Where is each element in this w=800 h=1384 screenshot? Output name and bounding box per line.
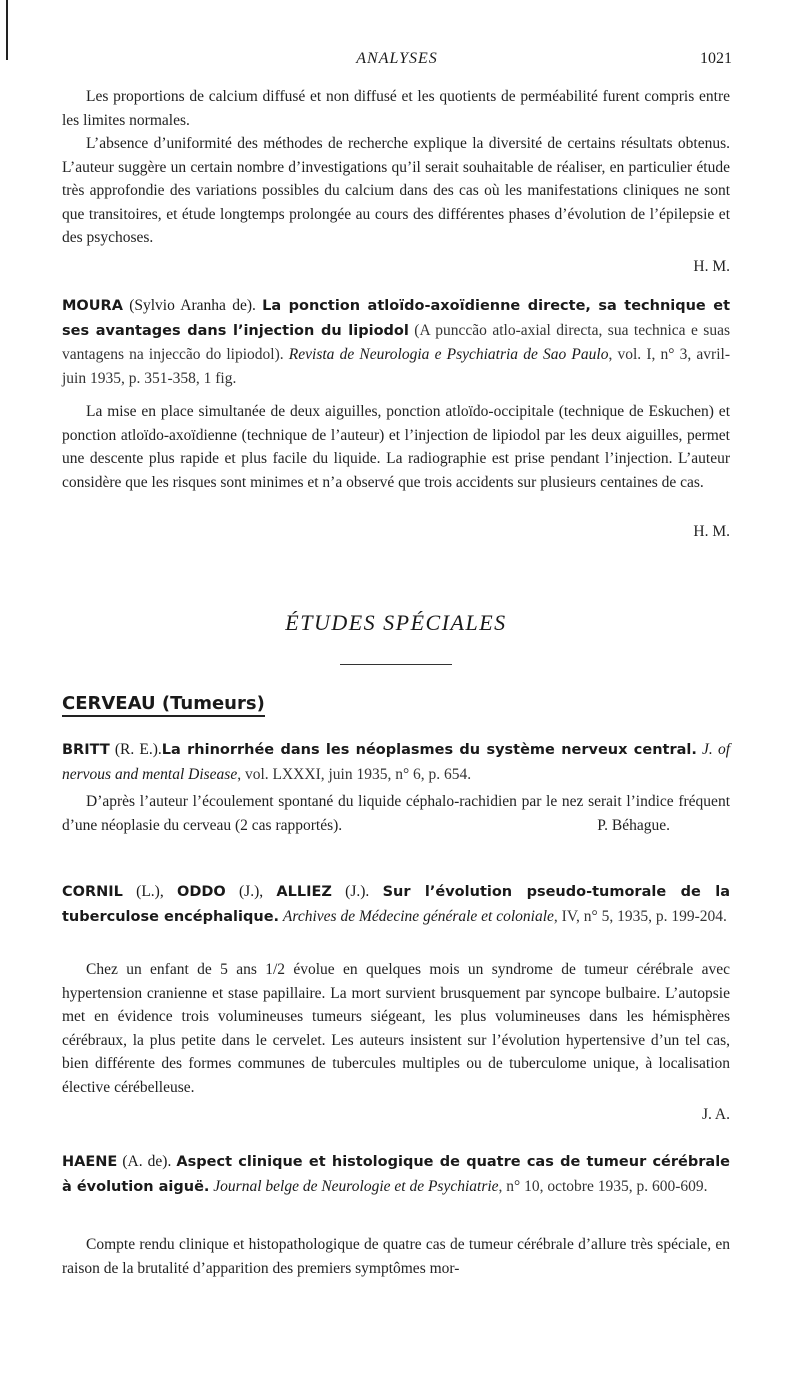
author-initials: (R. E.). [109,741,162,758]
abstract-paragraph: Les proportions de calcium diffusé et non diffusé et les quotients de perméabilité furent compris entre les limites normales. [62,88,730,129]
entry-haene [62,1150,730,1199]
journal-name: Archives de Médecine générale et coloniale [282,907,554,925]
translated-title: (A punccão atlo-axial directa, sua technica e suas vantagens na injeccão do lipiodol). [62,321,730,363]
article-title: Aspect clinique et histologique de quatre cas de tumeur cérébrale à évolution aiguë. [62,1154,730,1195]
author-name: ALLIEZ [276,884,332,900]
abstract-signature: J. A. [702,1106,730,1123]
abstract-signature: P. Béhague. [597,816,670,834]
author-initials: (J.). [331,883,383,900]
author-initials: (L.), [122,883,177,900]
page-edge-line [6,0,8,60]
entry-cornil [62,880,730,929]
abstract-signature: H. M. [693,258,730,275]
page-header [62,50,732,74]
section-divider [340,664,452,665]
abstract-paragraph: L’absence d’uniformité des méthodes de recherche explique la diversité de certains résultats obtenus. L’auteur suggère un certain nombre d’investigations qu’il serait souhaitable de réaliser, en particulier étude très approfondie des variations possibles du calcium dans des cas où les manifestations cliniques ne sont que transitoires, et étude longtemps prolongée au cours des différentes phases d’évolution de l’épilepsie et des psychoses. [62,135,730,246]
subsection-title: CERVEAU (Tumeurs) [62,693,265,717]
citation-reference: , IV, n° 5, 1935, p. 199-204. [553,907,727,925]
journal-name: J. of nervous and mental Disease [62,741,731,783]
abstract-paragraph: Compte rendu clinique et histopathologique de quatre cas de tumeur cérébrale d’allure très spéciale, en raison de la brutalité d’apparition des premiers symptômes mor- [62,1236,730,1277]
abstract-text: D’après l’auteur l’écoulement spontané du liquide céphalo-rachidien par le nez serait l’indice fréquent d’une néoplasie du cerveau (2 cas rapportés). [62,793,730,834]
article-title: La ponction atloïdo-axoïdienne directe, sa technique et ses avantages dans l’injection du lipiodol [62,298,730,339]
author-name: CORNIL [62,884,123,900]
article-title: Sur l’évolution pseudo-tumorale de la tuberculose encéphalique. [62,884,731,925]
citation-reference: , n° 10, octobre 1935, p. 600-609. [498,1177,708,1195]
journal-name: Revista de Neurologia e Psychiatria de Sao Paulo [288,346,609,363]
abstract-paragraph: Chez un enfant de 5 ans 1/2 évolue en quelques mois un syndrome de tumeur cérébrale avec hypertension cranienne et stase papillaire. La mort survient brusquement par syncope bulbaire. L’autopsie met en évidence trois volumineuses tumeurs siégeant, les plus volumineuses dans les hémisphères cérébraux, la plus petite dans le cervelet. Les auteurs insistent sur l’évolution hypertensive d’un tel cas, bien différente des formes communes de tubercules multiples ou de tuberculome unique, à localisation élective cérébelleuse. [62,961,730,1096]
author-name: HAENE [62,1154,118,1170]
entry-moura [62,294,730,390]
citation-reference: , vol. LXXXI, juin 1935, n° 6, p. 654. [237,765,472,783]
author-initials: (A. de). [117,1153,177,1170]
author-initials: (Sylvio Aranha de). [122,297,263,314]
abstract-paragraph: La mise en place simultanée de deux aiguilles, ponction atloïdo-occipitale (technique de Eskuchen) et ponction atloïdo-axoïdienne (technique de l’auteur) et l’injection de lipiodol par les deux aiguilles, permet une descente plus rapide et plus facile du liquide. La radiographie est prise pendant l’injection. L’auteur considère que les risques sont minimes et n’a observé que trois accidents sur plusieurs centaines de cas. [62,403,730,491]
entry-britt [62,738,730,786]
author-name: ODDO [177,884,226,900]
section-title: ÉTUDES SPÉCIALES [285,610,507,635]
abstract-paragraph [62,790,730,837]
page-number: 1021 [700,50,732,67]
abstract-signature: H. M. [693,523,730,540]
author-name: BRITT [62,742,110,758]
running-title: ANALYSES [356,50,438,67]
article-title: La rhinorrhée dans les néoplasmes du système nerveux central. [161,742,697,758]
citation-reference: , vol. I, n° 3, avril-juin 1935, p. 351-358, 1 fig. [62,346,730,387]
author-name: MOURA [62,298,123,314]
journal-name: Journal belge de Neurologie et de Psychiatrie [213,1177,499,1195]
author-initials: (J.), [225,883,277,900]
